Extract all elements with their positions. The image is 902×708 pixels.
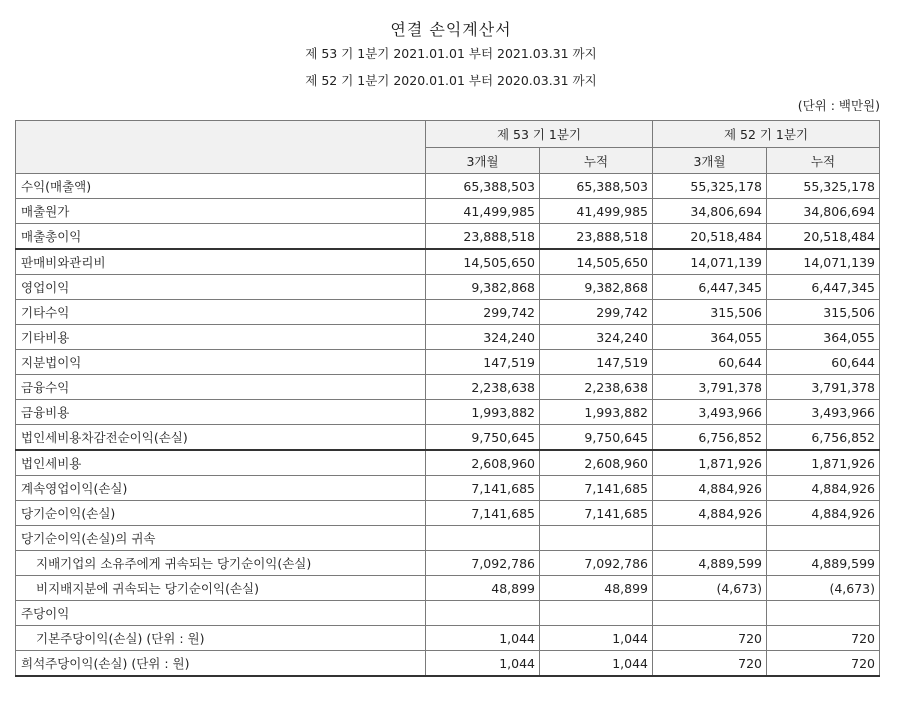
row-value — [767, 601, 880, 626]
row-value: 41,499,985 — [540, 199, 653, 224]
row-value: 315,506 — [767, 300, 880, 325]
table-row — [16, 626, 880, 651]
row-value: 14,505,650 — [426, 249, 540, 275]
row-value: 7,092,786 — [426, 551, 540, 576]
row-value: 364,055 — [653, 325, 767, 350]
row-value: 1,993,882 — [426, 400, 540, 425]
row-value — [653, 601, 767, 626]
row-label: 당기순이익(손실) — [16, 501, 426, 526]
row-value: 9,382,868 — [426, 275, 540, 300]
row-value: 48,899 — [540, 576, 653, 601]
table-body — [16, 174, 880, 677]
row-value: 9,750,645 — [540, 425, 653, 451]
row-value: 1,871,926 — [767, 450, 880, 476]
row-value: 41,499,985 — [426, 199, 540, 224]
row-label: 지배기업의 소유주에게 귀속되는 당기순이익(손실) — [16, 551, 426, 576]
row-label: 금융수익 — [16, 375, 426, 400]
header-cumulative-prior: 누적 — [767, 148, 880, 174]
row-value: 299,742 — [426, 300, 540, 325]
table-row — [16, 325, 880, 350]
row-value: 2,238,638 — [540, 375, 653, 400]
row-value: 65,388,503 — [426, 174, 540, 199]
page-title: 연결 손익계산서 — [390, 20, 512, 39]
table-row — [16, 501, 880, 526]
row-value: 20,518,484 — [767, 224, 880, 250]
row-value: 4,889,599 — [767, 551, 880, 576]
row-label: 주당이익 — [16, 601, 426, 626]
row-value: 1,044 — [540, 626, 653, 651]
table-row — [16, 375, 880, 400]
row-label: 기타수익 — [16, 300, 426, 325]
row-value: 4,884,926 — [767, 476, 880, 501]
table-row — [16, 601, 880, 626]
row-label: 기본주당이익(손실) (단위 : 원) — [16, 626, 426, 651]
row-value: 9,750,645 — [426, 425, 540, 451]
row-value: 1,871,926 — [653, 450, 767, 476]
row-value — [767, 526, 880, 551]
row-value: 6,447,345 — [653, 275, 767, 300]
row-value: 7,141,685 — [540, 476, 653, 501]
row-value: 2,238,638 — [426, 375, 540, 400]
table-row — [16, 300, 880, 325]
row-value: 720 — [767, 651, 880, 677]
row-value: 720 — [653, 651, 767, 677]
row-value: 7,141,685 — [426, 476, 540, 501]
row-label: 비지배지분에 귀속되는 당기순이익(손실) — [16, 576, 426, 601]
row-value: 6,756,852 — [767, 425, 880, 451]
table-row — [16, 275, 880, 300]
header-3months-prior: 3개월 — [653, 148, 767, 174]
row-value: 6,756,852 — [653, 425, 767, 451]
row-value: 34,806,694 — [653, 199, 767, 224]
row-label: 지분법이익 — [16, 350, 426, 375]
table-row — [16, 174, 880, 199]
row-value: 2,608,960 — [426, 450, 540, 476]
row-value — [426, 526, 540, 551]
table-row — [16, 224, 880, 250]
row-label: 영업이익 — [16, 275, 426, 300]
row-label: 법인세비용 — [16, 450, 426, 476]
row-value: 7,141,685 — [426, 501, 540, 526]
row-label: 수익(매출액) — [16, 174, 426, 199]
row-label: 법인세비용차감전순이익(손실) — [16, 425, 426, 451]
row-label: 매출총이익 — [16, 224, 426, 250]
row-value: 4,884,926 — [767, 501, 880, 526]
table-row — [16, 400, 880, 425]
row-value: 1,044 — [426, 626, 540, 651]
table-row — [16, 249, 880, 275]
row-value: 23,888,518 — [426, 224, 540, 250]
row-value: 3,493,966 — [653, 400, 767, 425]
row-value: 6,447,345 — [767, 275, 880, 300]
row-value: 7,092,786 — [540, 551, 653, 576]
row-value: 147,519 — [540, 350, 653, 375]
table-row — [16, 350, 880, 375]
row-value: 60,644 — [653, 350, 767, 375]
row-value: 315,506 — [653, 300, 767, 325]
row-label: 계속영업이익(손실) — [16, 476, 426, 501]
table-row — [16, 425, 880, 451]
table-row — [16, 199, 880, 224]
row-value: 364,055 — [767, 325, 880, 350]
row-value: 20,518,484 — [653, 224, 767, 250]
row-label: 판매비와관리비 — [16, 249, 426, 275]
row-value: 4,889,599 — [653, 551, 767, 576]
row-value: 3,791,378 — [767, 375, 880, 400]
row-value: 4,884,926 — [653, 501, 767, 526]
row-value: 299,742 — [540, 300, 653, 325]
row-value: 65,388,503 — [540, 174, 653, 199]
row-value: 720 — [653, 626, 767, 651]
row-value: 4,884,926 — [653, 476, 767, 501]
header-period-prior: 제 52 기 1분기 — [653, 121, 880, 148]
table-row — [16, 551, 880, 576]
row-value: (4,673) — [653, 576, 767, 601]
row-value: 55,325,178 — [653, 174, 767, 199]
row-value: 48,899 — [426, 576, 540, 601]
row-value: 324,240 — [540, 325, 653, 350]
row-label: 당기순이익(손실)의 귀속 — [16, 526, 426, 551]
row-value: 147,519 — [426, 350, 540, 375]
table-row — [16, 576, 880, 601]
row-value: 3,791,378 — [653, 375, 767, 400]
table-row — [16, 450, 880, 476]
row-value: 720 — [767, 626, 880, 651]
row-label: 매출원가 — [16, 199, 426, 224]
row-value: 9,382,868 — [540, 275, 653, 300]
row-label: 금융비용 — [16, 400, 426, 425]
table-row — [16, 526, 880, 551]
row-value: 2,608,960 — [540, 450, 653, 476]
row-value: 1,993,882 — [540, 400, 653, 425]
header-3months-current: 3개월 — [426, 148, 540, 174]
row-value — [540, 601, 653, 626]
period-current: 제 53 기 1분기 2021.01.01 부터 2021.03.31 까지 — [305, 46, 597, 61]
table-row — [16, 651, 880, 677]
row-value: 3,493,966 — [767, 400, 880, 425]
row-value: 324,240 — [426, 325, 540, 350]
row-label: 기타비용 — [16, 325, 426, 350]
unit-note: (단위 : 백만원) — [797, 98, 880, 113]
row-value: 60,644 — [767, 350, 880, 375]
row-value: (4,673) — [767, 576, 880, 601]
row-value: 14,071,139 — [767, 249, 880, 275]
income-statement-table — [15, 120, 880, 677]
header-cumulative-current: 누적 — [540, 148, 653, 174]
period-prior: 제 52 기 1분기 2020.01.01 부터 2020.03.31 까지 — [305, 73, 597, 88]
table-row — [16, 476, 880, 501]
row-value: 55,325,178 — [767, 174, 880, 199]
row-value — [540, 526, 653, 551]
row-value: 1,044 — [540, 651, 653, 677]
row-value — [653, 526, 767, 551]
row-value: 23,888,518 — [540, 224, 653, 250]
row-label: 희석주당이익(손실) (단위 : 원) — [16, 651, 426, 677]
row-value: 1,044 — [426, 651, 540, 677]
header-period-current: 제 53 기 1분기 — [426, 121, 653, 148]
row-value: 7,141,685 — [540, 501, 653, 526]
header-blank-cell — [16, 121, 426, 174]
row-value — [426, 601, 540, 626]
row-value: 34,806,694 — [767, 199, 880, 224]
row-value: 14,071,139 — [653, 249, 767, 275]
row-value: 14,505,650 — [540, 249, 653, 275]
